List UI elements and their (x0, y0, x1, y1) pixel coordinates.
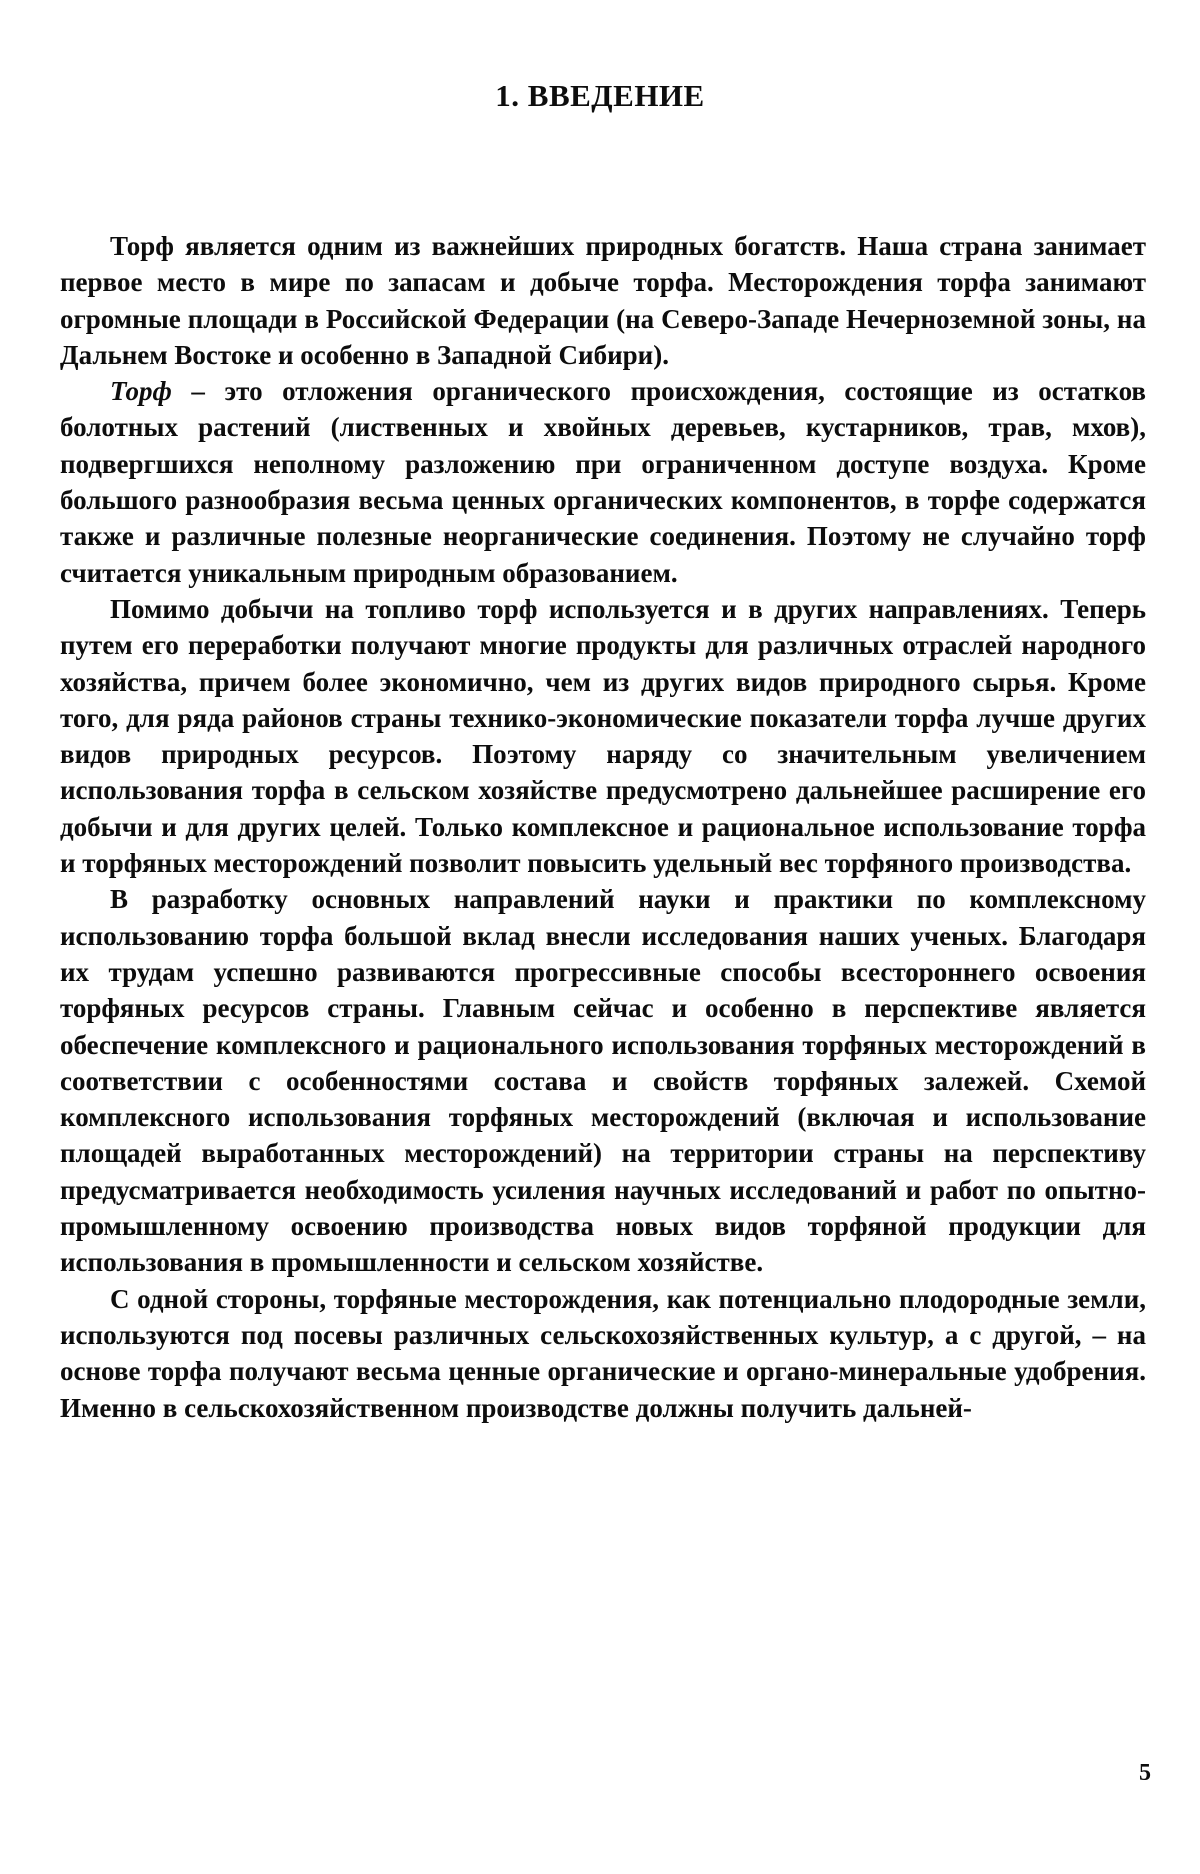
paragraph-1 (60, 228, 1146, 373)
term-definition: Торф (110, 376, 172, 407)
paragraph-5 (60, 1281, 1146, 1426)
paragraph-3-text: Помимо добычи на топливо торф используется и в других направлениях. Теперь путем его переработки получают многие продукты для различных отраслей народного хозяйства, причем более экономично, чем из других видов природного сырья. Кроме того, для ряда районов страны технико-экономические показатели торфа лучше других видов природных ресурсов. Поэтому наряду со значительным увеличением использования торфа в сельском хозяйстве предусмотрено дальнейшее расширение его добычи и для других целей. Только комплексное и рациональное использование торфа и торфяных месторождений позволит повысить удельный вес торфяного производства. (60, 593, 1146, 879)
paragraph-3 (60, 591, 1146, 881)
page-number: 5 (1139, 1760, 1151, 1786)
paragraph-2 (60, 373, 1146, 591)
paragraph-1-text: Торф является одним из важнейших природных богатств. Наша страна занимает первое место в мире по запасам и добыче торфа. Месторождения торфа занимают огромные площади в Российской Федерации (на Северо-Западе Нечерноземной зоны, на Дальнем Востоке и особенно в Западной Сибири). (60, 231, 1146, 370)
paragraph-4-text: В разработку основных направлений науки и практики по комплексному использованию торфа большой вклад внесли исследования наших ученых. Благодаря их трудам успешно развиваются прогрессивные способы всестороннего освоения торфяных ресурсов страны. Главным сейчас и особенно в перспективе является обеспечение комплексного и рационального использования торфяных месторождений в соответствии с особенностями состава и свойств торфяных залежей. Схемой комплексного использования торфяных месторождений (включая и использование площадей выработанных месторождений) на территории страны на перспективу предусматривается необходимость усиления научных исследований и работ по опытно-промышленному освоению производства новых видов торфяной продукции для использования в промышленности и сельском хозяйстве. (60, 884, 1146, 1278)
page-title: 1. ВВЕДЕНИЕ (495, 78, 705, 113)
paragraph-4 (60, 881, 1146, 1280)
body-text (60, 228, 1146, 1426)
paragraph-2-text: – это отложения органического происхождения, состоящие из остатков болотных растений (лиственных и хвойных деревьев, кустарников, трав, мхов), подвергшихся неполному разложению при ограниченном доступе воздуха. Кроме большого разнообразия весьма ценных органических компонентов, в торфе содержатся также и различные полезные неорганические соединения. Поэтому не случайно торф считается уникальным природным образованием. (60, 376, 1146, 588)
paragraph-5-text: С одной стороны, торфяные месторождения, как потенциально плодородные земли, используются под посевы различных сельскохозяйственных культур, а с другой, – на основе торфа получают весьма ценные органические и органо-минеральные удобрения. Именно в сельскохозяйственном производстве должны получить дальней- (60, 1283, 1146, 1423)
